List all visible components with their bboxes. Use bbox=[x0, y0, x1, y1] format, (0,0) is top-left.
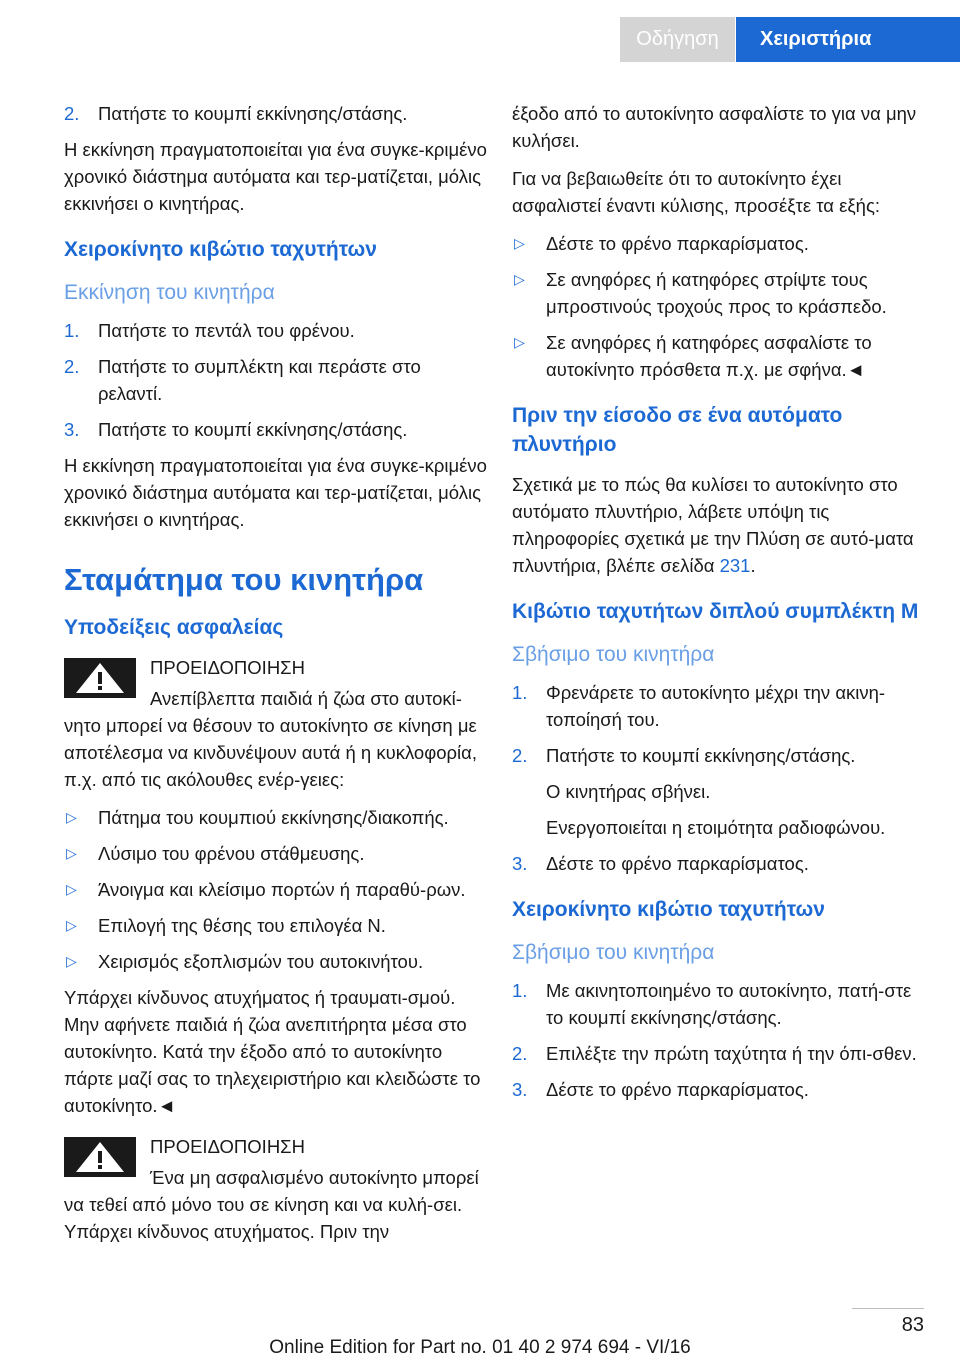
section-heading: Χειροκίνητο κιβώτιο ταχυτήτων bbox=[64, 238, 377, 261]
bullet-text: Σε ανηφόρες ή κατηφόρες ασφαλίστε το αυτοκίνητο πρόσθετα π.χ. με σφήνα.◄ bbox=[546, 332, 872, 380]
triangle-right-icon: ▷ bbox=[66, 953, 77, 969]
warning-text-continued: νητο μπορεί να θέσουν το αυτοκίνητο σε κίνηση με αποτέλεσμα να κινδυνέψουν αυτά ή η κυκλοφορία, π.χ. από τις ακόλουθες ενέρ-γειες: bbox=[64, 715, 477, 790]
bullet-text: Σε ανηφόρες ή κατηφόρες στρίψτε τους μπροστινούς τροχούς προς το κράσπεδο. bbox=[546, 269, 887, 317]
paragraph bbox=[512, 471, 924, 579]
step-text: Δέστε το φρένο παρκαρίσματος. bbox=[546, 1079, 809, 1100]
step-number: 1. bbox=[512, 682, 528, 703]
section-heading: Πριν την είσοδο σε ένα αυτόματο πλυντήριο bbox=[512, 404, 843, 456]
list-item bbox=[512, 742, 924, 769]
step-number: 1. bbox=[64, 320, 80, 341]
list-item bbox=[512, 266, 924, 320]
paragraph-end: . bbox=[750, 555, 756, 576]
warning-title: ΠΡΟΕΙΔΟΠΟΙΗΣΗ bbox=[150, 1136, 305, 1157]
header-section-tab[interactable]: Οδήγηση bbox=[620, 17, 735, 62]
list-item bbox=[512, 1040, 924, 1067]
step-note: Ο κινητήρας σβήνει. bbox=[546, 781, 711, 802]
warning-title: ΠΡΟΕΙΔΟΠΟΙΗΣΗ bbox=[150, 657, 305, 678]
list-item bbox=[512, 679, 924, 733]
triangle-right-icon: ▷ bbox=[514, 271, 525, 287]
step-note: Ενεργοποιείται η ετοιμότητα ραδιοφώνου. bbox=[546, 817, 886, 838]
step-number: 2. bbox=[512, 1043, 528, 1064]
step-text: Πατήστε το συμπλέκτη και περάστε στο ρελαντί. bbox=[98, 356, 421, 404]
bullet-text: Πάτημα του κουμπιού εκκίνησης/διακοπής. bbox=[98, 807, 449, 828]
step-text: Πατήστε το κουμπί εκκίνησης/στάσης. bbox=[546, 745, 856, 766]
triangle-right-icon: ▷ bbox=[66, 917, 77, 933]
paragraph: έξοδο από το αυτοκίνητο ασφαλίστε το για να μην κυλήσει. bbox=[512, 103, 917, 151]
list-item bbox=[64, 912, 489, 939]
step-text: Φρενάρετε το αυτοκίνητο μέχρι την ακινη-τοποίησή του. bbox=[546, 682, 886, 730]
step-number: 2. bbox=[512, 745, 528, 766]
page-number: 83 bbox=[901, 1314, 924, 1336]
step-number: 1. bbox=[512, 980, 528, 1001]
edition-footer: Online Edition for Part no. 01 40 2 974 694 - VI/16 bbox=[269, 1337, 691, 1358]
list-item bbox=[64, 416, 489, 443]
header-current-tab[interactable]: Χειριστήρια bbox=[736, 17, 960, 62]
step-number: 2. bbox=[64, 356, 80, 377]
left-column bbox=[64, 100, 489, 1256]
page-header bbox=[0, 0, 960, 62]
warning-triangle-icon bbox=[64, 658, 136, 698]
chapter-heading: Σταμάτημα του κινητήρα bbox=[64, 562, 424, 597]
section-heading: Χειροκίνητο κιβώτιο ταχυτήτων bbox=[512, 898, 825, 921]
list-item bbox=[512, 230, 924, 257]
triangle-right-icon: ▷ bbox=[66, 809, 77, 825]
subsection-heading: Σβήσιμο του κινητήρα bbox=[512, 941, 715, 964]
step-text: Πατήστε το κουμπί εκκίνησης/στάσης. bbox=[98, 103, 408, 124]
list-item bbox=[64, 840, 489, 867]
list-item bbox=[64, 804, 489, 831]
step-text: Πατήστε το κουμπί εκκίνησης/στάσης. bbox=[98, 419, 408, 440]
list-item bbox=[64, 317, 489, 344]
right-column bbox=[512, 100, 924, 1112]
bullet-text: Λύσιμο του φρένου στάθμευσης. bbox=[98, 843, 365, 864]
step-text: Δέστε το φρένο παρκαρίσματος. bbox=[546, 853, 809, 874]
warning-box bbox=[64, 1133, 489, 1191]
warning-triangle-icon bbox=[64, 1137, 136, 1177]
step-number: 2. bbox=[64, 103, 80, 124]
paragraph: Η εκκίνηση πραγματοποιείται για ένα συγκε-κριμένο χρονικό διάστημα αυτόματα και τερ-ματίζεται, μόλις εκκινήσει ο κινητήρας. bbox=[64, 139, 487, 214]
warning-text-continued: να τεθεί από μόνο του σε κίνηση και να κυλή-σει. Υπάρχει κίνδυνος ατυχήματος. Πριν την bbox=[64, 1194, 463, 1242]
warning-box bbox=[64, 654, 489, 712]
triangle-right-icon: ▷ bbox=[514, 235, 525, 251]
step-number: 3. bbox=[512, 1079, 528, 1100]
step-text: Με ακινητοποιημένο το αυτοκίνητο, πατή-στε το κουμπί εκκίνησης/στάσης. bbox=[546, 980, 912, 1028]
triangle-right-icon: ▷ bbox=[66, 845, 77, 861]
list-item bbox=[64, 353, 489, 407]
list-item bbox=[512, 1076, 924, 1103]
section-heading: Κιβώτιο ταχυτήτων διπλού συμπλέκτη M bbox=[512, 600, 919, 623]
step-number: 3. bbox=[512, 853, 528, 874]
triangle-right-icon: ▷ bbox=[514, 334, 525, 350]
footer-divider bbox=[852, 1308, 924, 1309]
list-item bbox=[64, 876, 489, 903]
paragraph: Για να βεβαιωθείτε ότι το αυτοκίνητο έχει ασφαλιστεί έναντι κύλισης, προσέξτε τα εξής: bbox=[512, 168, 880, 216]
paragraph-text: Σχετικά με το πώς θα κυλίσει το αυτοκίνητο στο αυτόματο πλυντήριο, λάβετε υπόψη τις πληροφορίες σχετικά με την Πλύση σε αυτό-ματα πλυντήρια, βλέπε σελίδα bbox=[512, 474, 914, 576]
list-item bbox=[512, 329, 924, 383]
list-item bbox=[512, 850, 924, 877]
list-item bbox=[64, 100, 489, 127]
page-link[interactable]: 231 bbox=[719, 555, 751, 576]
step-text: Επιλέξτε την πρώτη ταχύτητα ή την όπι-σθεν. bbox=[546, 1043, 917, 1064]
step-number: 3. bbox=[64, 419, 80, 440]
subsection-heading: Σβήσιμο του κινητήρα bbox=[512, 643, 715, 666]
paragraph: Η εκκίνηση πραγματοποιείται για ένα συγκε-κριμένο χρονικό διάστημα αυτόματα και τερ-ματίζεται, μόλις εκκινήσει ο κινητήρας. bbox=[64, 455, 487, 530]
triangle-right-icon: ▷ bbox=[66, 881, 77, 897]
warning-text: Ανεπίβλεπτα παιδιά ή ζώα στο αυτοκί- bbox=[150, 688, 462, 709]
bullet-text: Επιλογή της θέσης του επιλογέα N. bbox=[98, 915, 386, 936]
bullet-text: Άνοιγμα και κλείσιμο πορτών ή παραθύ-ρων. bbox=[98, 879, 466, 900]
list-item bbox=[512, 977, 924, 1031]
list-item bbox=[64, 948, 489, 975]
bullet-text: Χειρισμός εξοπλισμών του αυτοκινήτου. bbox=[98, 951, 424, 972]
warning-text: Ένα μη ασφαλισμένο αυτοκίνητο μπορεί bbox=[150, 1167, 479, 1188]
subsection-heading: Εκκίνηση του κινητήρα bbox=[64, 281, 275, 304]
step-text: Πατήστε το πεντάλ του φρένου. bbox=[98, 320, 355, 341]
paragraph: Υπάρχει κίνδυνος ατυχήματος ή τραυματι-σμού. Μην αφήνετε παιδιά ή ζώα ανεπιτήρητα μέσα στο αυτοκίνητο. Κατά την έξοδο από το αυτοκίνητο πάρτε μαζί σας το τηλεχειριστήριο και κλειδώστε το αυτοκίνητο.◄ bbox=[64, 987, 481, 1116]
bullet-text: Δέστε το φρένο παρκαρίσματος. bbox=[546, 233, 809, 254]
section-heading: Υποδείξεις ασφαλείας bbox=[64, 616, 284, 639]
